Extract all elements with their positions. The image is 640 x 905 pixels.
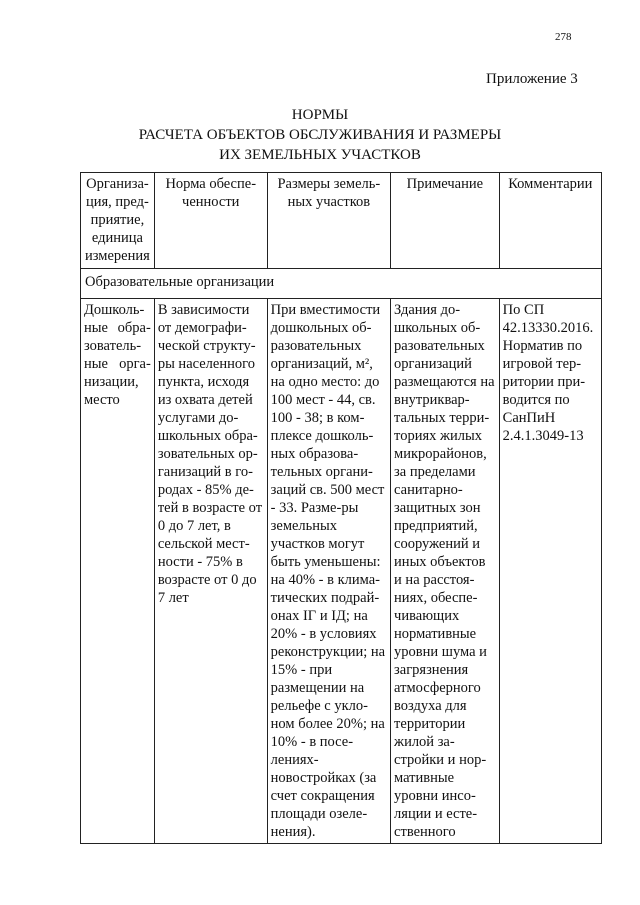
cell-land-size: При вместимости дошкольных об-разовательных организаций, м², на одно место: до 100 мест - 44, св. 100 - 38; в ком-плексе дошколь-ных образова-тельных органи-заций св. 500 мест - 33. Разме-ры земельных участков могут быть уменьшены: на 40% - в клима-тических подрай-онах IГ и IД; на 20% - в условиях реконструкции; на 15% - при размещении на рельефе с укло-ном более 20%; на 10% - в посе-лениях-новостройках (за счет сокращения площади озеле-нения). [267, 299, 390, 844]
header-land-size: Размеры земель-ных участков [267, 173, 390, 269]
header-comment: Комментарии [499, 173, 601, 269]
appendix-label: Приложение 3 [486, 71, 578, 87]
cell-norm: В зависимости от демографи-ческой структу-ры населенного пункта, исходя из охвата детей услугами до-школьных обра-зовательных ор-ганизаций в го-родах - 85% де-тей в возрасте от 0 до 7 лет, в сельской мест-ности - 75% в возрасте от 0 до 7 лет [154, 299, 267, 844]
title-line-3: ИХ ЗЕМЕЛЬНЫХ УЧАСТКОВ [219, 147, 421, 163]
norms-table [80, 172, 602, 844]
section-row [81, 269, 602, 299]
title-line-2: РАСЧЕТА ОБЪЕКТОВ ОБСЛУЖИВАНИЯ И РАЗМЕРЫ [138, 127, 502, 143]
cell-organization: Дошколь-ные обра-зователь-ные орга-низации, место [81, 299, 155, 844]
table-header-row [81, 173, 602, 269]
header-organization: Организа-ция, пред-приятие, единица измерения [81, 173, 155, 269]
section-title: Образовательные организации [81, 269, 602, 299]
header-note: Примечание [391, 173, 500, 269]
cell-comment: По СП 42.13330.2016. Норматив по игровой тер-ритории при-водится по СанПиН 2.4.1.3049-13 [499, 299, 601, 844]
title-line-1: НОРМЫ [291, 107, 349, 123]
table-row [81, 299, 602, 844]
document-title [0, 105, 640, 165]
cell-note: Здания до-школьных об-разовательных организаций размещаются на внутриквар-тальных терри-ториях жилых микрорайонов, за пределами санитарно-защитных зон предприятий, сооружений и иных объектов и на расстоя-ниях, обеспе-чивающих нормативные уровни шума и загрязнения атмосферного воздуха для территории жилой за-стройки и нор-мативные уровни инсо-ляции и есте-ственного [391, 299, 500, 844]
header-norm: Норма обеспе-ченности [154, 173, 267, 269]
page-number: 278 [555, 31, 572, 43]
